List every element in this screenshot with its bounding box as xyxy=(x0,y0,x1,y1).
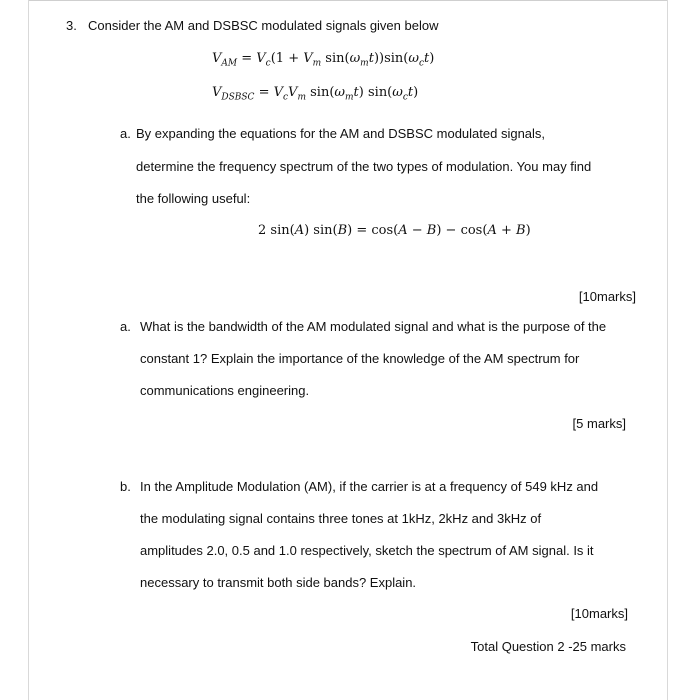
question-number: 3. xyxy=(66,18,77,33)
part-b-line-2: the modulating signal contains three tones at 1kHz, 2kHz and 3kHz of xyxy=(140,511,542,526)
equation-dsbsc: $V_{DSBSC} = V_cV_m$ $\sin(\omega_mt)$ $\sin(\omega_ct)$ xyxy=(212,85,419,103)
part-a2-line-3: communications engineering. xyxy=(140,383,310,398)
question-intro: Consider the AM and DSBSC modulated signals given below xyxy=(88,18,439,33)
part-a1-marker: a. xyxy=(120,126,131,141)
page-border-left xyxy=(28,0,29,700)
part-a1-marks: [10marks] xyxy=(578,289,636,304)
page-border-top xyxy=(28,0,668,1)
total-marks: Total Question 2 -25 marks xyxy=(470,639,626,654)
trig-identity: 2 sin(A) sin(B) = cos(A − B) − cos(A + B) xyxy=(258,223,531,238)
part-a1-line-2: determine the frequency spectrum of the two types of modulation. You may find xyxy=(136,159,592,174)
part-b-line-1: In the Amplitude Modulation (AM), if the carrier is at a frequency of 549 kHz and xyxy=(140,479,599,494)
part-b-line-4: necessary to transmit both side bands? Explain. xyxy=(140,575,417,590)
page-border-right xyxy=(667,0,668,700)
part-b-marks: [10marks] xyxy=(570,606,628,621)
part-a2-marker: a. xyxy=(120,319,131,334)
part-a1-line-1: By expanding the equations for the AM and DSBSC modulated signals, xyxy=(136,126,546,141)
part-b-marker: b. xyxy=(120,479,131,494)
equation-am: $V_{AM} = V_c(1 + V_m$ $\sin(\omega_mt))\sin(\omega_ct)$ xyxy=(212,51,435,69)
part-a2-line-1: What is the bandwidth of the AM modulated signal and what is the purpose of the xyxy=(140,319,607,334)
part-a2-marks: [5 marks] xyxy=(572,416,626,431)
part-a2-line-2: constant 1? Explain the importance of the knowledge of the AM spectrum for xyxy=(140,351,580,366)
part-b-line-3: amplitudes 2.0, 0.5 and 1.0 respectively, sketch the spectrum of AM signal. Is it xyxy=(140,543,594,558)
part-a1-line-3: the following useful: xyxy=(136,191,251,206)
